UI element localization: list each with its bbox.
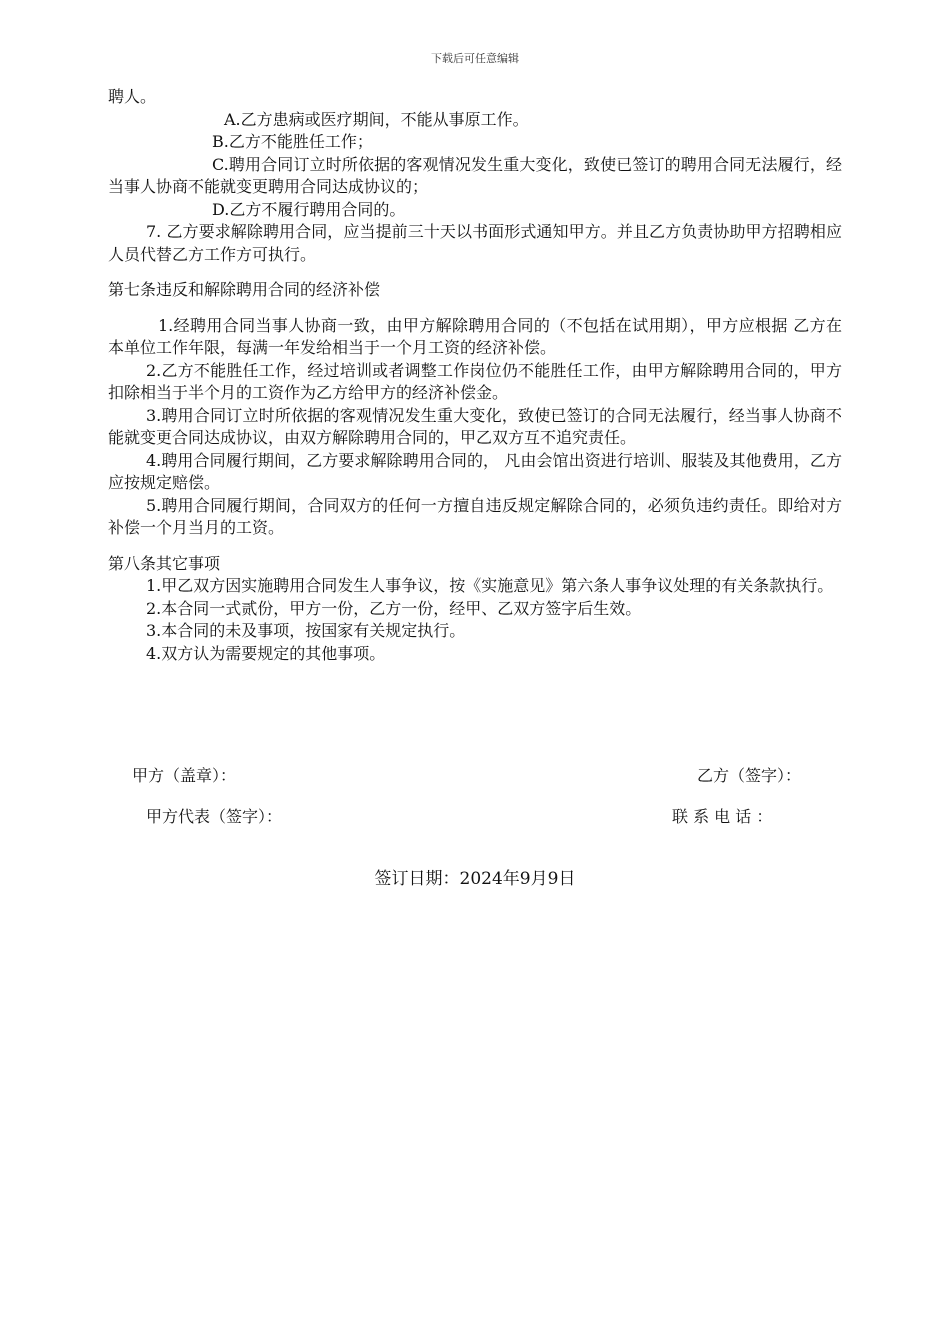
section8-item-2: 2.本合同一式贰份，甲方一份，乙方一份，经甲、乙双方签字后生效。 [146, 598, 642, 618]
section6-item-b: B.乙方不能胜任工作； [212, 132, 373, 151]
contract-body [108, 86, 842, 665]
section7-item-4: 4.聘用合同履行期间，乙方要求解除聘用合同的， 凡由会馆出资进行培训、服装及其他费用，乙方应按规定赔偿。 [108, 450, 842, 492]
section8-title: 第八条其它事项 [108, 553, 221, 573]
section6-lead: 聘人。 [108, 87, 157, 106]
party-b-signature-label: 乙方（签字）： [697, 766, 802, 785]
party-a-seal-label: 甲方（盖章）： [132, 766, 237, 785]
page-header: 下载后可任意编辑 [431, 52, 519, 65]
party-a-rep-signature-label: 甲方代表（签字）： [146, 807, 283, 826]
section8-item-1: 1.甲乙双方因实施聘用合同发生人事争议，按《实施意见》第六条人事争议处理的有关条款执行。 [146, 576, 834, 595]
phone-label: 联 系 电 话 ： [672, 807, 773, 826]
section7-item-1: 1.经聘用合同当事人协商一致，由甲方解除聘用合同的（不包括在试用期），甲方应根据 乙方在本单位工作年限，每满一年发给相当于一个月工资的经济补偿。 [108, 315, 842, 357]
section6-item-c: C.聘用合同订立时所依据的客观情况发生重大变化，致使已签订的聘用合同无法履行，经当事人协商不能就变更聘用合同达成协议的； [108, 154, 842, 196]
section6-item-a: A.乙方患病或医疗期间，不能从事原工作。 [224, 109, 529, 129]
section7-item-2: 2.乙方不能胜任工作，经过培训或者调整工作岗位仍不能胜任工作，由甲方解除聘用合同的，甲方扣除相当于半个月的工资作为乙方给甲方的经济补偿金。 [108, 360, 842, 402]
signing-date: 签订日期：2024年9月9日 [374, 869, 576, 889]
section8-item-3: 3.本合同的未及事项，按国家有关规定执行。 [146, 621, 466, 640]
section6-item-d: D.乙方不履行聘用合同的。 [212, 199, 406, 219]
section7-item-3: 3.聘用合同订立时所依据的客观情况发生重大变化，致使已签订的合同无法履行，经当事人协商不能就变更合同达成协议，由双方解除聘用合同的，甲乙双方互不追究责任。 [108, 405, 842, 447]
section7-title: 第七条违反和解除聘用合同的经济补偿 [108, 280, 381, 299]
section7-item-5: 5.聘用合同履行期间，合同双方的任何一方擅自违反规定解除合同的，必须负违约责任。即给对方补偿一个月当月的工资。 [108, 495, 842, 537]
section8-item-4: 4.双方认为需要规定的其他事项。 [146, 643, 386, 663]
section6-item-7: 7. 乙方要求解除聘用合同，应当提前三十天以书面形式通知甲方。并且乙方负责协助甲方招聘相应人员代替乙方工作方可执行。 [108, 222, 842, 264]
